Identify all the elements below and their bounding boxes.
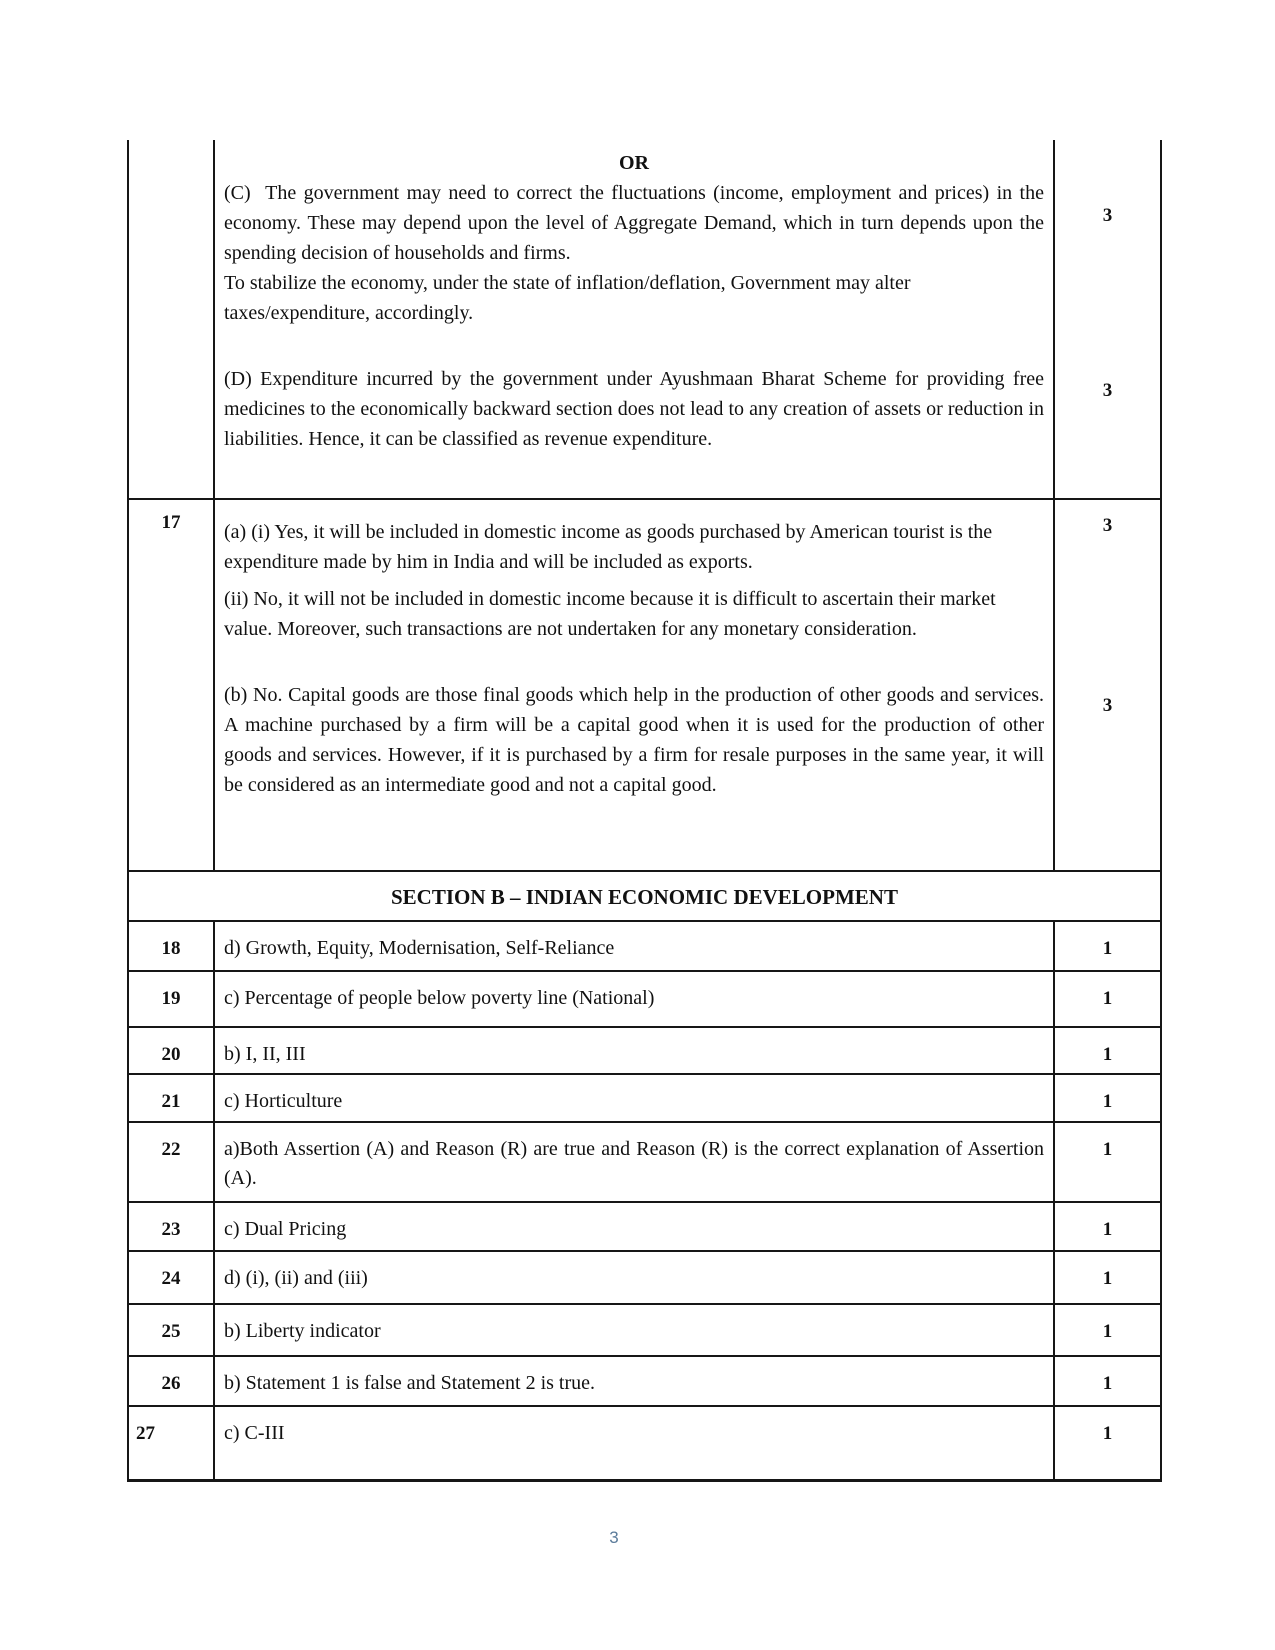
marks-value: 3 [1102,380,1113,401]
marks-value: 1 [1102,938,1113,959]
question-number-cell-empty [129,140,215,498]
marks-value: 3 [1102,515,1113,536]
answer-paragraph-a2: (ii) No, it will not be included in domestic income because it is difficult to ascertain their market value. Moreover, such transactions are not undertaken for any monetary consideration. [224,588,996,640]
answer-text: d) (i), (ii) and (iii) [215,1252,1055,1303]
question-number: 23 [129,1203,215,1250]
marks-value: 1 [1102,988,1113,1009]
marks-value: 1 [1102,1091,1113,1112]
question-number: 21 [129,1075,215,1121]
question-number: 24 [129,1252,215,1303]
table-row-25 [129,1305,1160,1357]
table-row-23 [129,1203,1160,1252]
marking-scheme-table [127,140,1162,1482]
marks-value: 1 [1102,1321,1113,1342]
answer-text: b) Statement 1 is false and Statement 2 is true. [215,1357,1055,1405]
table-row-27 [129,1407,1160,1482]
marks-cell [1055,140,1160,498]
marks-value: 1 [1102,1373,1113,1394]
marks-value: 1 [1102,1268,1113,1289]
question-number: 17 [129,500,215,870]
answer-text: c) Percentage of people below poverty line (National) [215,972,1055,1026]
question-17-row [129,500,1160,872]
marks-value: 3 [1102,695,1113,716]
table-row-19 [129,972,1160,1028]
question-number: 22 [129,1123,215,1201]
answer-text: c) C-III [215,1407,1055,1479]
page-number: 3 [609,1528,619,1547]
answer-paragraph-a1: (a) (i) Yes, it will be included in domestic income as goods purchased by American tourist is the expenditure made by him in India and will be included as exports. [224,521,993,573]
answer-paragraph-c: (C) The government may need to correct the fluctuations (income, employment and prices) in the economy. These may depend upon the level of Aggregate Demand, which in turn depends upon the spending decision of households and firms. [224,182,1044,264]
question-number: 25 [129,1305,215,1355]
table-row-22 [129,1123,1160,1203]
answer-text: a)Both Assertion (A) and Reason (R) are true and Reason (R) is the correct explanation of Assertion (A). [215,1123,1055,1201]
answer-cell [215,500,1055,870]
question-number: 26 [129,1357,215,1405]
answer-text: d) Growth, Equity, Modernisation, Self-Reliance [215,922,1055,970]
answer-paragraph-b: (b) No. Capital goods are those final goods which help in the production of other goods and services. A machine purchased by a firm will be a capital good when it is used for the production of other goods and services. However, if it is purchased by a firm for resale purposes in the same year, it will be considered as an intermediate good and not a capital good. [224,684,1044,796]
question-number: 20 [129,1028,215,1073]
table-row-26 [129,1357,1160,1407]
continuation-row [129,140,1160,500]
answer-text: c) Horticulture [215,1075,1055,1121]
marks-value: 1 [1102,1044,1113,1065]
question-number: 19 [129,972,215,1026]
answer-paragraph-c-cont: To stabilize the economy, under the state of inflation/deflation, Government may alter taxes/expenditure, accordingly. [224,272,911,324]
table-row-18 [129,922,1160,972]
answer-text: c) Dual Pricing [215,1203,1055,1250]
marks-value: 1 [1102,1423,1113,1444]
marks-value: 1 [1102,1219,1113,1240]
answer-paragraph-d: (D) Expenditure incurred by the government under Ayushmaan Bharat Scheme for providing free medicines to the economically backward section does not lead to any creation of assets or reduction in liabilities. Hence, it can be classified as revenue expenditure. [224,368,1044,450]
answer-text: b) Liberty indicator [215,1305,1055,1355]
marks-value: 3 [1102,205,1113,226]
marks-value: 1 [1102,1139,1113,1160]
table-row-21 [129,1075,1160,1123]
question-number: 27 [129,1407,215,1479]
answer-text: b) I, II, III [215,1028,1055,1073]
table-row-24 [129,1252,1160,1305]
or-heading: OR [619,152,649,174]
answer-cell [215,140,1055,498]
section-b-header: SECTION B – INDIAN ECONOMIC DEVELOPMENT [129,872,1160,922]
question-number: 18 [129,922,215,970]
marks-cell [1055,500,1160,870]
table-row-20 [129,1028,1160,1075]
